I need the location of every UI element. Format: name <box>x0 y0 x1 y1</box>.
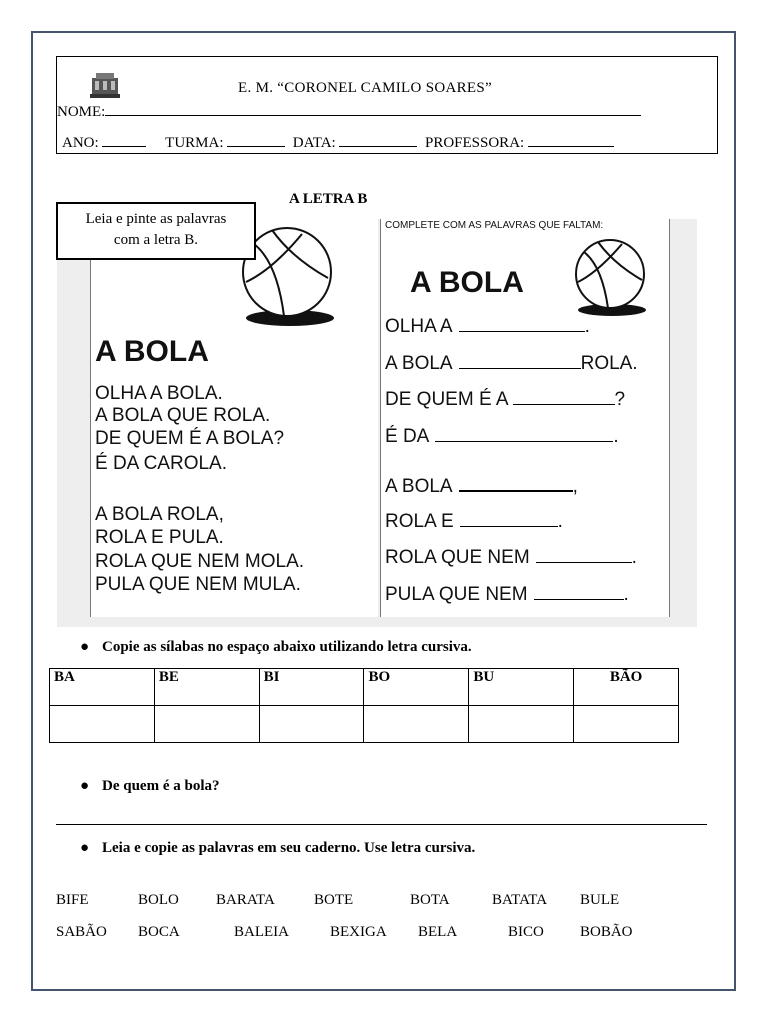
syllable-cell: BO <box>364 669 469 706</box>
question-text: De quem é a bola? <box>102 778 220 794</box>
syllable-cell: BI <box>259 669 364 706</box>
instruction-box <box>56 202 256 260</box>
turma-label: TURMA: <box>165 135 224 151</box>
fill-line <box>385 476 578 498</box>
word: BOCA <box>138 924 180 940</box>
fill-line-prefix: A BOLA <box>385 353 453 374</box>
fill-blank[interactable] <box>459 478 573 492</box>
page-title: A LETRA B <box>289 191 368 207</box>
left-line: É DA CAROLA. <box>95 453 227 474</box>
fill-line <box>385 426 619 448</box>
answer-cell[interactable] <box>574 706 679 743</box>
professora-label: PROFESSORA: <box>424 135 525 151</box>
syllable-instruction-text: Copie as sílabas no espaço abaixo utilizando letra cursiva. <box>102 639 472 655</box>
fill-line-prefix: ROLA E <box>385 511 454 532</box>
bullet-dot-icon: ● <box>80 778 90 794</box>
syllable-cell: BE <box>154 669 259 706</box>
word: BARATA <box>216 892 275 908</box>
fill-line-prefix: É DA <box>385 426 430 447</box>
table-row <box>50 669 679 706</box>
left-line: ROLA QUE NEM MOLA. <box>95 551 305 572</box>
nome-field[interactable] <box>105 103 641 116</box>
syllable-cell: BU <box>469 669 574 706</box>
beach-ball-icon <box>566 236 656 318</box>
fill-blank[interactable] <box>536 550 632 563</box>
answer-line[interactable] <box>56 824 707 825</box>
left-line: PULA QUE NEM MULA. <box>95 574 301 595</box>
ano-label: ANO: <box>62 135 99 151</box>
fill-line <box>385 547 637 569</box>
question <box>80 778 220 795</box>
fill-line-suffix: . <box>631 547 637 568</box>
bullet-dot-icon: ● <box>80 840 90 856</box>
syllable-table <box>49 668 679 743</box>
info-row <box>62 134 614 152</box>
word: BEXIGA <box>330 924 387 940</box>
fill-line <box>385 584 629 606</box>
syllable-instruction <box>80 639 472 656</box>
copy-instruction <box>80 840 475 857</box>
fill-line <box>385 353 638 375</box>
fill-line-prefix: PULA QUE NEM <box>385 584 528 605</box>
school-name: E. M. “CORONEL CAMILO SOARES” <box>238 80 492 96</box>
fill-line-prefix: A BOLA <box>385 476 453 497</box>
left-line: OLHA A BOLA. <box>95 383 223 404</box>
fill-line-suffix: . <box>584 316 590 337</box>
instruction-line-1: Leia e pinte as palavras <box>85 211 227 227</box>
word: BICO <box>508 924 544 940</box>
left-line: A BOLA QUE ROLA. <box>95 405 271 426</box>
left-line: DE QUEM É A BOLA? <box>95 428 285 449</box>
word: BULE <box>580 892 620 908</box>
word: SABÃO <box>56 924 107 940</box>
fill-line <box>385 511 563 533</box>
answer-cell[interactable] <box>469 706 574 743</box>
fill-blank[interactable] <box>435 429 613 442</box>
ano-field[interactable] <box>102 134 146 147</box>
word: BALEIA <box>234 924 289 940</box>
answer-cell[interactable] <box>50 706 155 743</box>
fill-line-suffix: ROLA. <box>580 353 638 374</box>
fill-line <box>385 316 590 338</box>
fill-line-suffix: . <box>613 426 619 447</box>
fill-blank[interactable] <box>459 356 581 369</box>
bullet-dot-icon: ● <box>80 639 90 655</box>
copy-instruction-text: Leia e copie as palavras em seu caderno. Use letra cursiva. <box>102 840 476 856</box>
coat-of-arms-icon <box>86 70 124 100</box>
left-line: A BOLA ROLA, <box>95 504 224 525</box>
fill-line-suffix: , <box>572 476 578 497</box>
table-row <box>50 706 679 743</box>
instruction-line-2: com a letra B. <box>113 232 199 248</box>
right-title: A BOLA <box>410 266 524 299</box>
fill-line-suffix: ? <box>614 389 626 410</box>
fill-blank[interactable] <box>513 392 615 405</box>
data-label: DATA: <box>292 135 336 151</box>
left-title: A BOLA <box>95 335 209 368</box>
data-field[interactable] <box>339 134 417 147</box>
fill-line-prefix: ROLA QUE NEM <box>385 547 530 568</box>
word: BELA <box>418 924 458 940</box>
syllable-cell: BÃO <box>574 669 679 706</box>
fill-line-prefix: OLHA A <box>385 316 453 337</box>
answer-cell[interactable] <box>154 706 259 743</box>
word: BOLO <box>138 892 179 908</box>
fill-line <box>385 389 625 411</box>
turma-field[interactable] <box>227 134 285 147</box>
nome-row <box>57 103 641 121</box>
left-line: ROLA E PULA. <box>95 527 224 548</box>
fill-blank[interactable] <box>460 514 558 527</box>
fill-line-suffix: . <box>557 511 563 532</box>
fill-line-prefix: DE QUEM É A <box>385 389 509 410</box>
right-heading: COMPLETE COM AS PALAVRAS QUE FALTAM: <box>385 220 604 231</box>
professora-field[interactable] <box>528 134 614 147</box>
answer-cell[interactable] <box>364 706 469 743</box>
fill-blank[interactable] <box>459 319 585 332</box>
word: BATATA <box>492 892 548 908</box>
word: BOTE <box>314 892 354 908</box>
word: BIFE <box>56 892 89 908</box>
nome-label: NOME: <box>57 104 106 120</box>
answer-cell[interactable] <box>259 706 364 743</box>
fill-blank[interactable] <box>534 587 624 600</box>
word: BOTA <box>410 892 450 908</box>
fill-line-suffix: . <box>623 584 629 605</box>
word: BOBÃO <box>580 924 633 940</box>
syllable-cell: BA <box>50 669 155 706</box>
